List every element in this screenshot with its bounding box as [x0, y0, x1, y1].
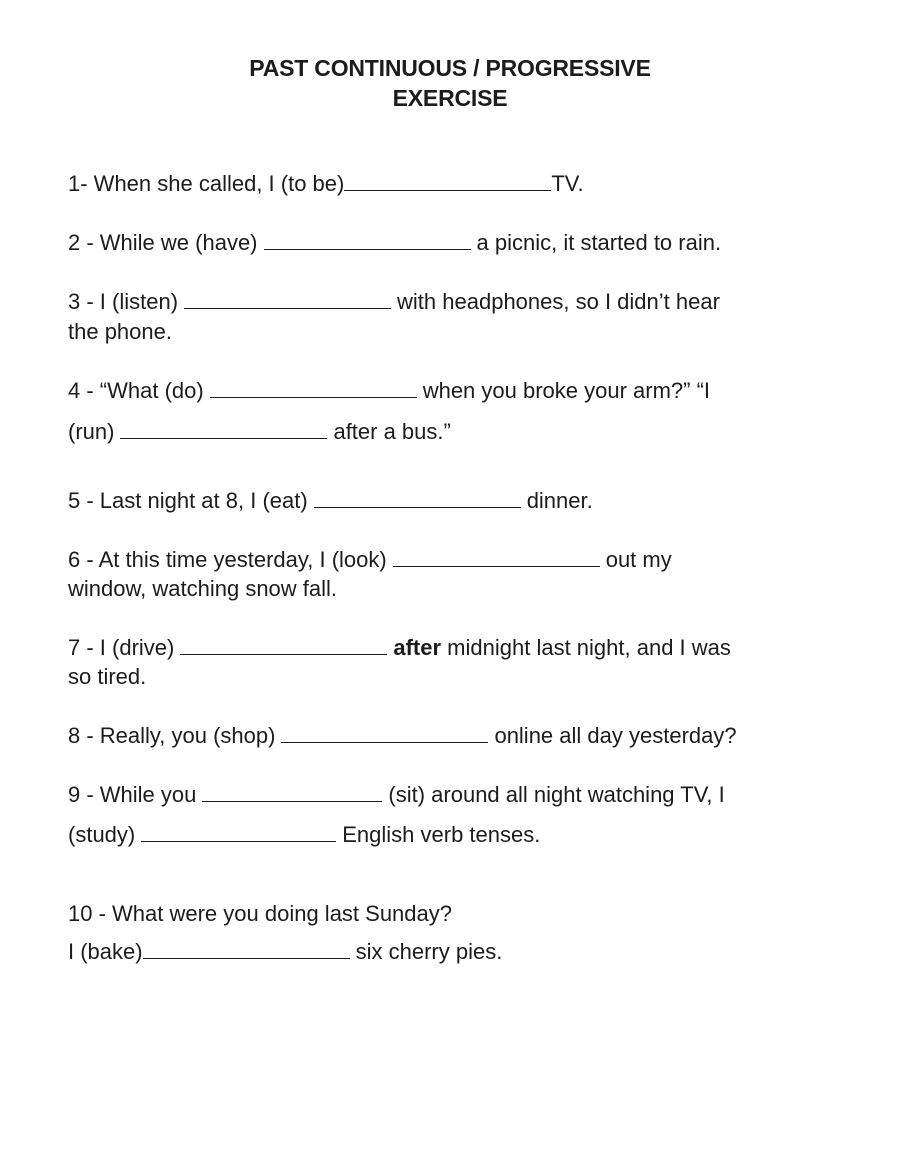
question-9-blank[interactable] [202, 800, 382, 802]
question-6-continuation: window, watching snow fall. [68, 576, 338, 601]
worksheet-subtitle: EXERCISE [392, 85, 508, 111]
question-3-blank[interactable] [184, 307, 391, 309]
worksheet-title: PAST CONTINUOUS / PROGRESSIVE [249, 55, 651, 81]
question-9-blank-2[interactable] [141, 840, 336, 842]
question-10-line2-end: six cherry pies. [355, 939, 503, 964]
question-8-blank[interactable] [281, 741, 488, 743]
question-4-line2-end: after a bus.” [333, 419, 451, 444]
question-7-continuation: so tired. [68, 664, 147, 689]
question-3-end: with headphones, so I didn’t hear [397, 289, 720, 314]
question-3 [68, 288, 720, 316]
question-5-end: dinner. [526, 488, 593, 513]
question-2-blank[interactable] [264, 248, 471, 250]
question-8-text: 8 - Really, you (shop) [68, 723, 276, 748]
question-9-continuation [68, 821, 540, 849]
question-5-blank[interactable] [314, 506, 521, 508]
question-1-blank[interactable] [344, 189, 551, 191]
question-10-line2-text: I (bake) [68, 939, 143, 964]
question-9-end: (sit) around all night watching TV, I [388, 782, 725, 807]
question-1-end: TV. [551, 171, 584, 196]
question-1-text: 1- When she called, I (to be) [68, 171, 345, 196]
question-7-end: midnight last night, and I was [447, 635, 731, 660]
question-7-blank[interactable] [180, 653, 387, 655]
question-9 [68, 781, 725, 809]
question-7 [68, 634, 731, 662]
question-3-continuation: the phone. [68, 319, 172, 344]
question-5-text: 5 - Last night at 8, I (eat) [68, 488, 308, 513]
question-4 [68, 377, 710, 405]
question-3-text: 3 - I (listen) [68, 289, 179, 314]
question-5 [68, 487, 593, 515]
question-9-text: 9 - While you [68, 782, 197, 807]
question-4-blank-2[interactable] [120, 437, 327, 439]
question-4-text: 4 - “What (do) [68, 378, 204, 403]
question-8-end: online all day yesterday? [494, 723, 737, 748]
question-2-end: a picnic, it started to rain. [476, 230, 722, 255]
question-4-end: when you broke your arm?” “I [422, 378, 711, 403]
question-8 [68, 722, 737, 750]
question-9-line2-text: (study) [68, 822, 136, 847]
question-4-blank[interactable] [210, 396, 417, 398]
question-4-line2-text: (run) [68, 419, 115, 444]
question-10: 10 - What were you doing last Sunday? [68, 901, 453, 926]
question-6-text: 6 - At this time yesterday, I (look) [68, 547, 387, 572]
question-7-text: 7 - I (drive) [68, 635, 175, 660]
question-6 [68, 546, 672, 574]
question-2 [68, 229, 721, 257]
question-1 [68, 170, 584, 198]
question-7-bold-word: after [393, 635, 442, 660]
question-10-continuation [68, 938, 502, 966]
question-4-continuation [68, 418, 451, 446]
question-9-line2-end: English verb tenses. [342, 822, 541, 847]
question-10-blank[interactable] [143, 957, 350, 959]
question-6-blank[interactable] [393, 565, 600, 567]
question-6-end: out my [605, 547, 672, 572]
question-2-text: 2 - While we (have) [68, 230, 258, 255]
